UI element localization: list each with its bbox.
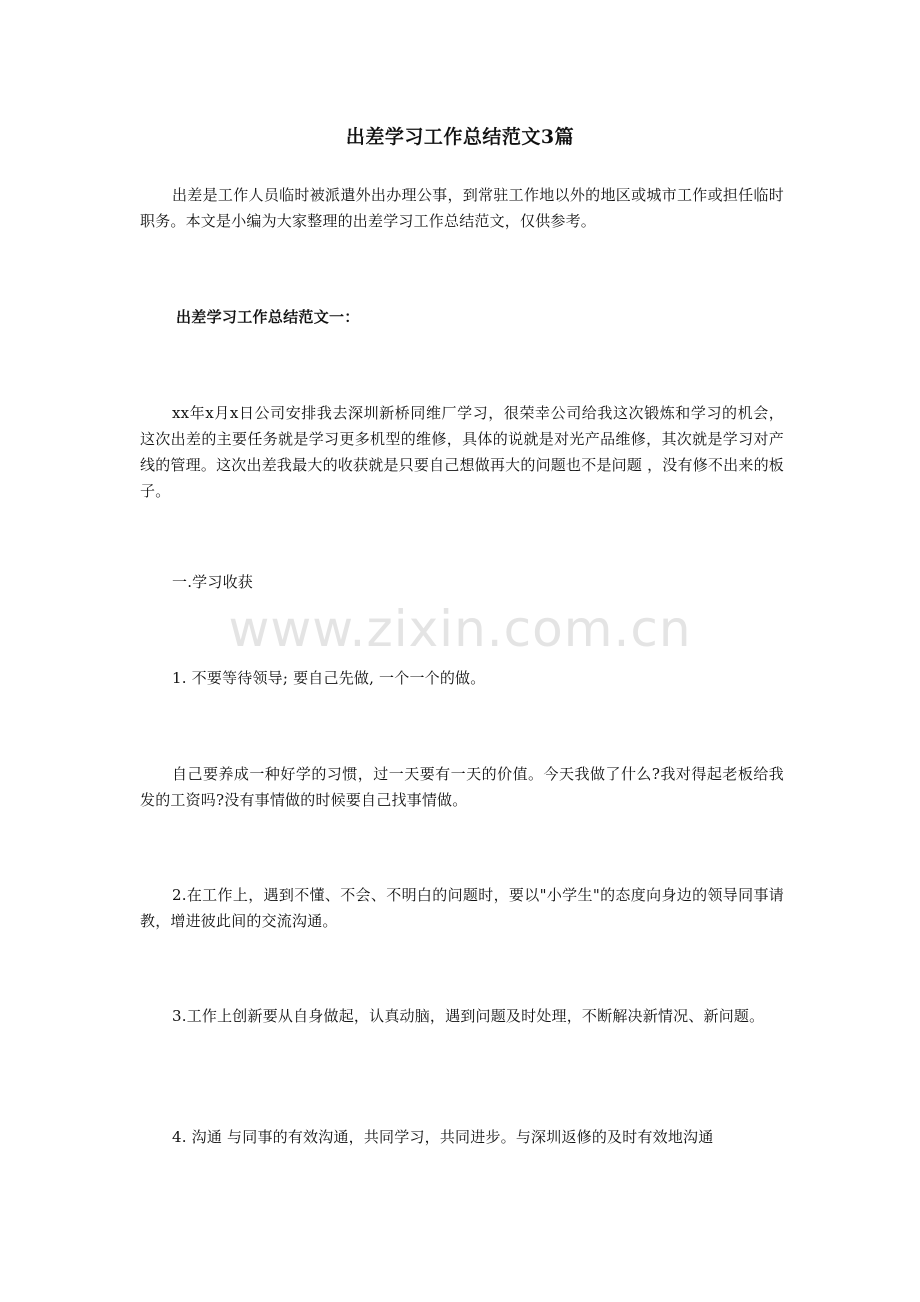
section-heading: 出差学习工作总结范文一： bbox=[176, 308, 360, 326]
subsection-heading: 一.学习收获 bbox=[172, 573, 253, 591]
list-item: 3.工作上创新要从自身做起，认真动脑，遇到问题及时处理，不断解决新情况、新问题。 bbox=[172, 1007, 765, 1025]
list-item: 2.在工作上，遇到不懂、不会、不明白的问题时，要以"小学生"的态度向身边的领导同事请教，增进彼此间的交流沟通。 bbox=[140, 886, 784, 930]
list-item: 1. 不要等待领导; 要自己先做, 一个一个的做。 bbox=[172, 669, 486, 687]
document-title: 出差学习工作总结范文3篇 bbox=[345, 126, 575, 148]
list-item: 4. 沟通 与同事的有效沟通，共同学习，共同进步。与深圳返修的及时有效地沟通 bbox=[172, 1128, 714, 1146]
body-paragraph: 自己要养成一种好学的习惯，过一天要有一天的价值。今天我做了什么?我对得起老板给我发的工资吗?没有事情做的时候要自己找事情做。 bbox=[140, 765, 784, 809]
watermark: www.zixin.com.cn bbox=[228, 600, 692, 658]
body-paragraph: xx年x月x日公司安排我去深圳新桥同维厂学习，很荣幸公司给我这次锻炼和学习的机会，这次出差的主要任务就是学习更多机型的维修，具体的说就是对光产品维修，其次就是学习对产线的管理。这次出差我最大的收获就是只要自己想做再大的问题也不是问题 ，没有修不出来的板子。 bbox=[140, 404, 784, 500]
intro-paragraph: 出差是工作人员临时被派遣外出办理公事，到常驻工作地以外的地区或城市工作或担任临时职务。本文是小编为大家整理的出差学习工作总结范文，仅供参考。 bbox=[140, 186, 784, 230]
